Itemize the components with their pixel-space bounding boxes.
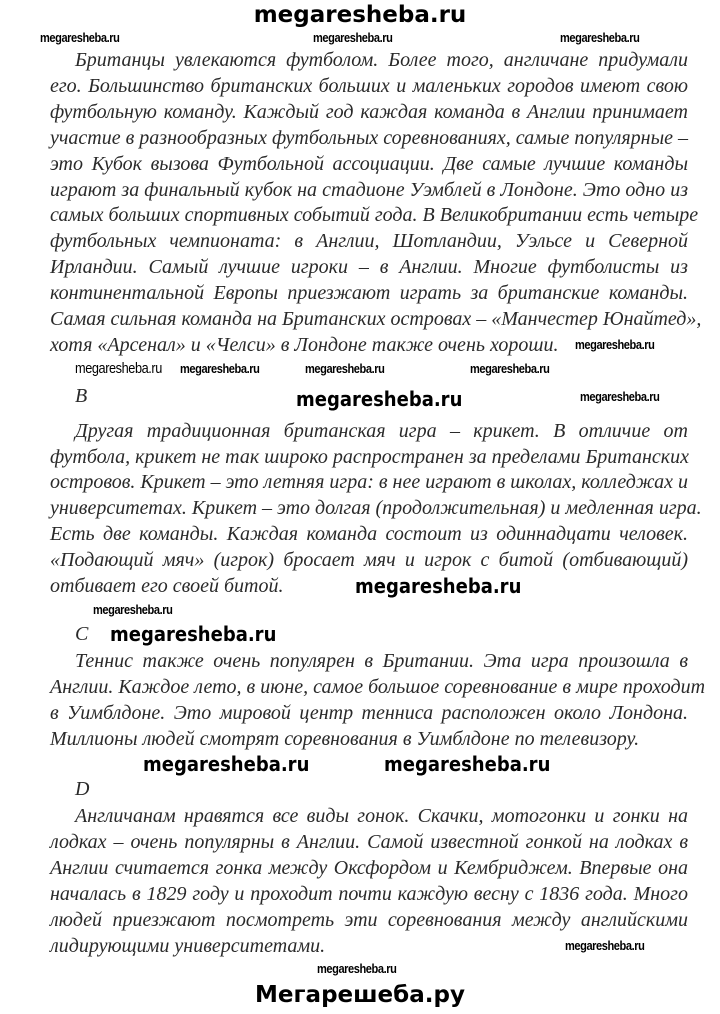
text-line: участие в разнообразных футбольных соревнованиях, самые популярные – — [50, 127, 689, 149]
text-line: Ирландии. Самый лучшие игроки – в Англии. Многие футболисты из — [50, 256, 688, 278]
text-line: Другая традиционная британская игра – крикет. В отличие от — [75, 420, 688, 442]
watermark: megaresheba.ru — [565, 938, 645, 953]
text-line: самых больших спортивных событий года. В Великобритании есть четыре — [50, 204, 699, 226]
watermark: megaresheba.ru — [313, 30, 393, 45]
text-line: его. Большинство британских больших и маленьких городов имеют свою — [50, 75, 688, 97]
text-line: Самая сильная команда на Британских островах – «Манчестер Юнайтед», — [50, 308, 702, 330]
watermark: megaresheba.ru — [296, 387, 463, 411]
watermark: megaresheba.ru — [470, 361, 550, 376]
section-label: B — [75, 385, 88, 407]
watermark: megaresheba.ru — [75, 360, 162, 377]
text-line: континентальной Европы приезжают играть за британские команды. — [50, 282, 688, 304]
text-line: началась в 1829 году и проходит почти каждую весну с 1836 года. Много — [50, 883, 688, 905]
watermark: megaresheba.ru — [355, 574, 522, 598]
watermark: megaresheba.ru — [580, 389, 660, 404]
text-line: это Кубок вызова Футбольной ассоциации. Две самые лучшие команды — [50, 153, 688, 175]
text-line: хотя «Арсенал» и «Челси» в Лондоне также очень хороши. — [50, 334, 559, 356]
watermark: megaresheba.ru — [180, 361, 260, 376]
text-line: «Подающий мяч» (игрок) бросает мяч и игрок с битой (отбивающий) — [50, 549, 688, 571]
section-label: D — [75, 778, 90, 800]
text-line: Англии считается гонка между Оксфордом и Кембриджем. Впервые она — [50, 857, 688, 879]
text-line: островов. Крикет – это летняя игра: в нее играют в школах, колледжах и — [50, 471, 689, 493]
watermark: megaresheba.ru — [40, 30, 120, 45]
site-footer: Мегарешеба.ру — [255, 982, 465, 1008]
text-line: в Уимблдоне. Это мировой центр тенниса расположен около Лондона. — [50, 702, 688, 724]
text-line: играют за финальный кубок на стадионе Уэмблей в Лондоне. Это одно из — [50, 179, 688, 201]
text-line: лодках – очень популярны в Англии. Самой известной гонкой на лодках в — [50, 831, 688, 853]
text-line: Англии. Каждое лето, в июне, самое большое соревнование в мире проходит — [50, 676, 706, 698]
watermark: megaresheba.ru — [575, 337, 655, 352]
text-line: людей приезжают посмотреть эти соревнования между английскими — [50, 909, 688, 931]
section-label: C — [75, 623, 89, 645]
watermark: megaresheba.ru — [560, 30, 640, 45]
text-line: футбола, крикет не так широко распространен за пределами Британских — [50, 446, 690, 468]
text-line: отбивает его своей битой. — [50, 575, 284, 597]
watermark: megaresheba.ru — [143, 752, 310, 776]
text-line: футбольную команду. Каждый год каждая команда в Англии принимает — [50, 101, 688, 123]
text-line: Теннис также очень популярен в Британии. Эта игра произошла в — [75, 650, 688, 672]
text-line: лидирующими университетами. — [50, 935, 326, 957]
watermark: megaresheba.ru — [305, 361, 385, 376]
site-header: megaresheba.ru — [253, 2, 467, 28]
watermark: megaresheba.ru — [384, 752, 551, 776]
text-line: университетах. Крикет – это долгая (продолжительная) и медленная игра. — [50, 497, 702, 519]
text-line: Есть две команды. Каждая команда состоит из одиннадцати человек. — [50, 523, 688, 545]
text-line: Миллионы людей смотрят соревнования в Уимблдоне по телевизору. — [50, 728, 640, 750]
text-line: Англичанам нравятся все виды гонок. Скачки, мотогонки и гонки на — [75, 805, 688, 827]
watermark: megaresheba.ru — [317, 961, 397, 976]
text-line: футбольных чемпионата: в Англии, Шотландии, Уэльсе и Северной — [50, 230, 688, 252]
watermark: megaresheba.ru — [93, 602, 173, 617]
watermark: megaresheba.ru — [110, 622, 277, 646]
text-line: Британцы увлекаются футболом. Более того, англичане придумали — [75, 49, 688, 71]
